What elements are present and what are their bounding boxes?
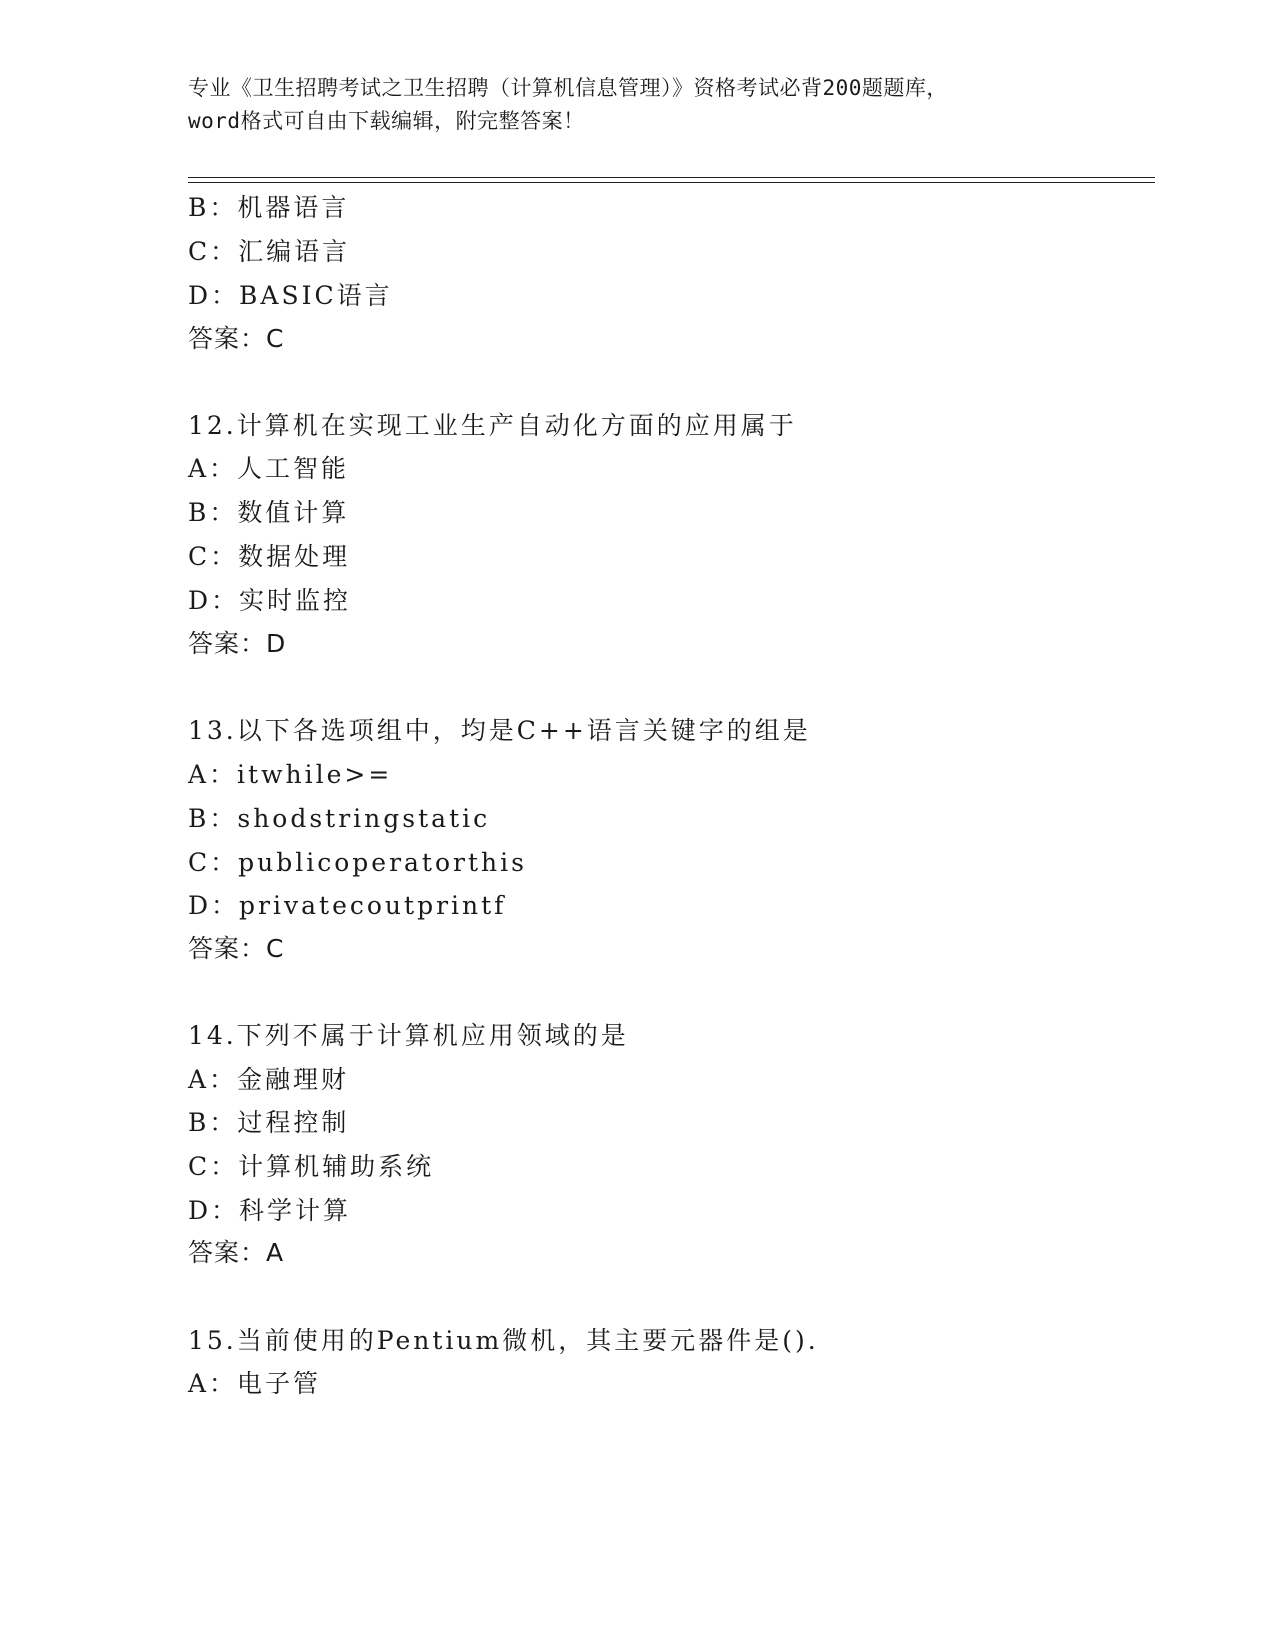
header-line-2: word格式可自由下载编辑，附完整答案！: [188, 109, 585, 133]
prev-option-d: D：BASIC语言: [188, 281, 393, 310]
question-13-option-a: A：itwhile>=: [188, 760, 393, 789]
question-13-answer: 答案：C: [188, 934, 285, 963]
question-14-option-a: A：金融理财: [188, 1065, 350, 1094]
question-15-option-a: A：电子管: [188, 1369, 322, 1398]
question-12-stem: 12.计算机在实现工业生产自动化方面的应用属于: [188, 411, 797, 440]
prev-option-b: B：机器语言: [188, 193, 350, 222]
question-13-option-b: B：shodstringstatic: [188, 804, 491, 833]
prev-option-c: C：汇编语言: [188, 237, 351, 266]
question-12-option-c: C：数据处理: [188, 542, 351, 571]
question-13-option-c: C：publicoperatorthis: [188, 848, 527, 877]
question-13-stem: 13.以下各选项组中，均是C++语言关键字的组是: [188, 716, 811, 745]
question-12-option-b: B：数值计算: [188, 498, 350, 527]
question-13-option-d: D：privatecoutprintf: [188, 891, 507, 920]
question-12-option-d: D：实时监控: [188, 586, 352, 615]
question-14-option-d: D：科学计算: [188, 1196, 352, 1225]
question-14-answer: 答案：A: [188, 1238, 285, 1267]
document-header: [188, 72, 1088, 138]
header-divider-bottom: [188, 182, 1155, 183]
header-line-1: 专业《卫生招聘考试之卫生招聘（计算机信息管理）》资格考试必背200题题库，: [188, 76, 948, 100]
question-14-option-b: B：过程控制: [188, 1108, 350, 1137]
question-14-stem: 14.下列不属于计算机应用领域的是: [188, 1021, 629, 1050]
question-12-option-a: A：人工智能: [188, 454, 350, 483]
question-12-answer: 答案：D: [188, 629, 287, 658]
question-14-option-c: C：计算机辅助系统: [188, 1152, 435, 1181]
question-15-stem: 15.当前使用的Pentium微机，其主要元器件是().: [188, 1326, 819, 1355]
prev-answer: 答案：C: [188, 324, 285, 353]
header-divider-top: [188, 177, 1155, 178]
